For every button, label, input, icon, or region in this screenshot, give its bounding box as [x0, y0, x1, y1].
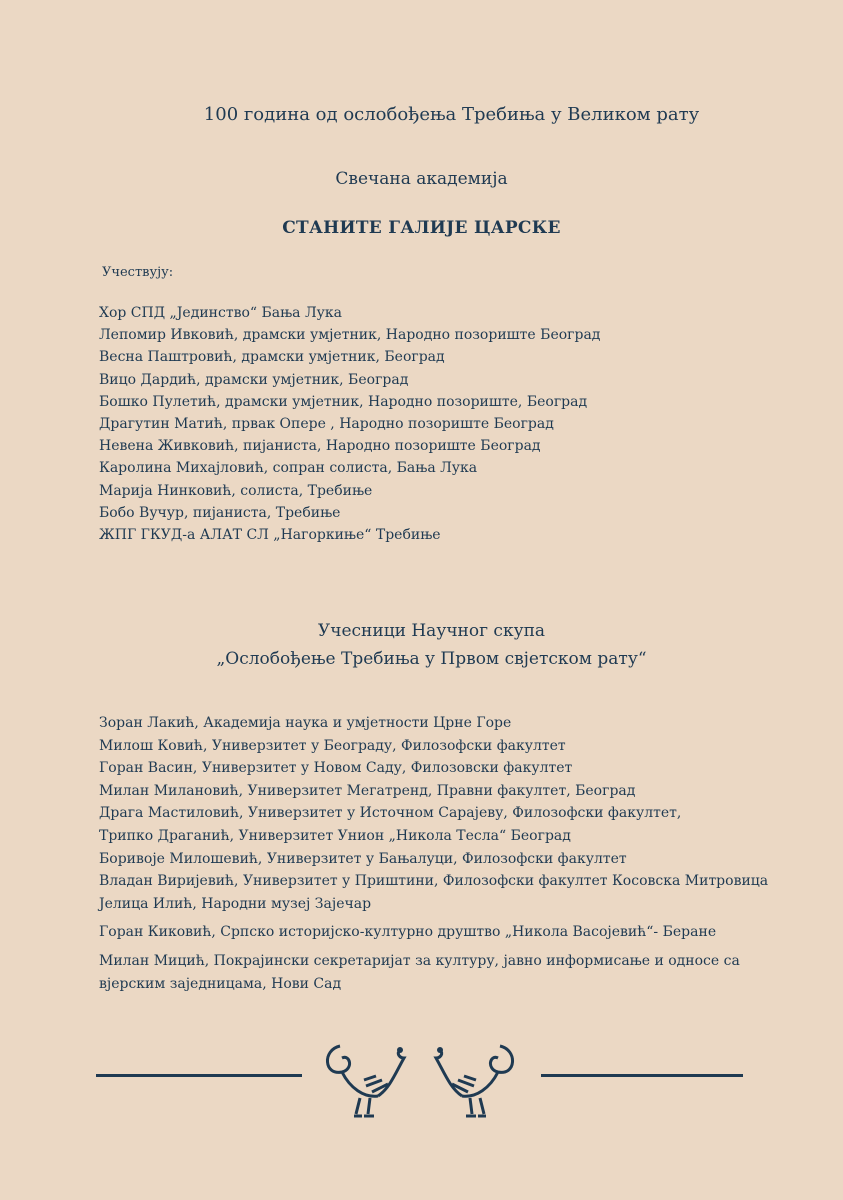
list-item: Милан Милановић, Универзитет Мегатренд, Правни факултет, Београд	[99, 782, 636, 799]
list-item: Бошко Пулетић, драмски умјетник, Народно позориште, Београд	[99, 393, 588, 410]
participants-list	[99, 302, 600, 546]
list-item: Каролина Михајловић, сопран солиста, Бања Лука	[99, 460, 478, 477]
list-item: вјерским заједницама, Нови Сад	[99, 975, 342, 992]
list-item: Горан Васин, Универзитет у Новом Саду, Филозовски факултет	[99, 760, 573, 777]
twin-bird-ornament-icon	[320, 1036, 520, 1122]
list-item: Марија Нинковић, солиста, Требиње	[99, 482, 373, 499]
list-item: Горан Киковић, Српско историјско-културно друштво „Никола Васојевић“- Беране	[99, 924, 717, 941]
left-divider	[96, 1074, 302, 1077]
event-subtitle: Свечана академија	[335, 169, 508, 189]
conference-heading-line1: Учесници Научног скупа	[317, 621, 546, 641]
page-title: 100 година од ослобођења Требиња у Великом рату	[203, 104, 700, 125]
list-item: Трипко Драганић, Универзитет Унион „Никола Тесла“ Београд	[99, 827, 571, 844]
participants-label: Учествују:	[102, 265, 174, 280]
list-item: Весна Паштровић, драмски умјетник, Београд	[99, 349, 445, 366]
list-item: Зоран Лакић, Академија наука и умјетности Црне Горе	[99, 715, 512, 731]
list-item: Вицо Дардић, драмски умјетник, Београд	[99, 371, 409, 388]
list-item: Драгутин Матић, првак Опере , Народно позориште Београд	[99, 415, 554, 432]
right-divider	[541, 1074, 743, 1077]
list-item: Драга Мастиловић, Универзитет у Источном Сарајеву, Филозофски факултет,	[99, 805, 682, 822]
list-item: ЖПГ ГКУД-а АЛАТ СЛ „Нагоркиње“ Требиње	[99, 526, 441, 543]
conference-heading-line2: „Ослобођење Требиња у Првом свјетском рату“	[216, 649, 647, 669]
list-item: Хор СПД „Јединство“ Бања Лука	[99, 305, 342, 321]
list-item: Милан Мицић, Покрајински секретаријат за културу, јавно информисање и односе са	[99, 952, 740, 969]
event-name: СТАНИТЕ ГАЛИЈЕ ЦАРСКЕ	[282, 218, 561, 238]
list-item: Милош Ковић, Универзитет у Београду, Филозофски факултет	[99, 737, 566, 754]
list-item: Лепомир Ивковић, драмски умјетник, Народно позориште Београд	[99, 327, 601, 344]
list-item: Боривоје Милошевић, Универзитет у Бањалуци, Филозофски факултет	[99, 850, 627, 867]
list-item: Владан Виријевић, Универзитет у Приштини, Филозофски факултет Косовска Митровица	[99, 873, 769, 890]
list-item: Јелица Илић, Народни музеј Зајечар	[99, 895, 372, 912]
conference-participants-list	[99, 712, 768, 995]
list-item: Невена Живковић, пијаниста, Народно позориште Београд	[99, 438, 541, 455]
conference-heading	[10, 617, 843, 673]
list-item: Бобо Вучур, пијаниста, Требиње	[99, 504, 341, 521]
